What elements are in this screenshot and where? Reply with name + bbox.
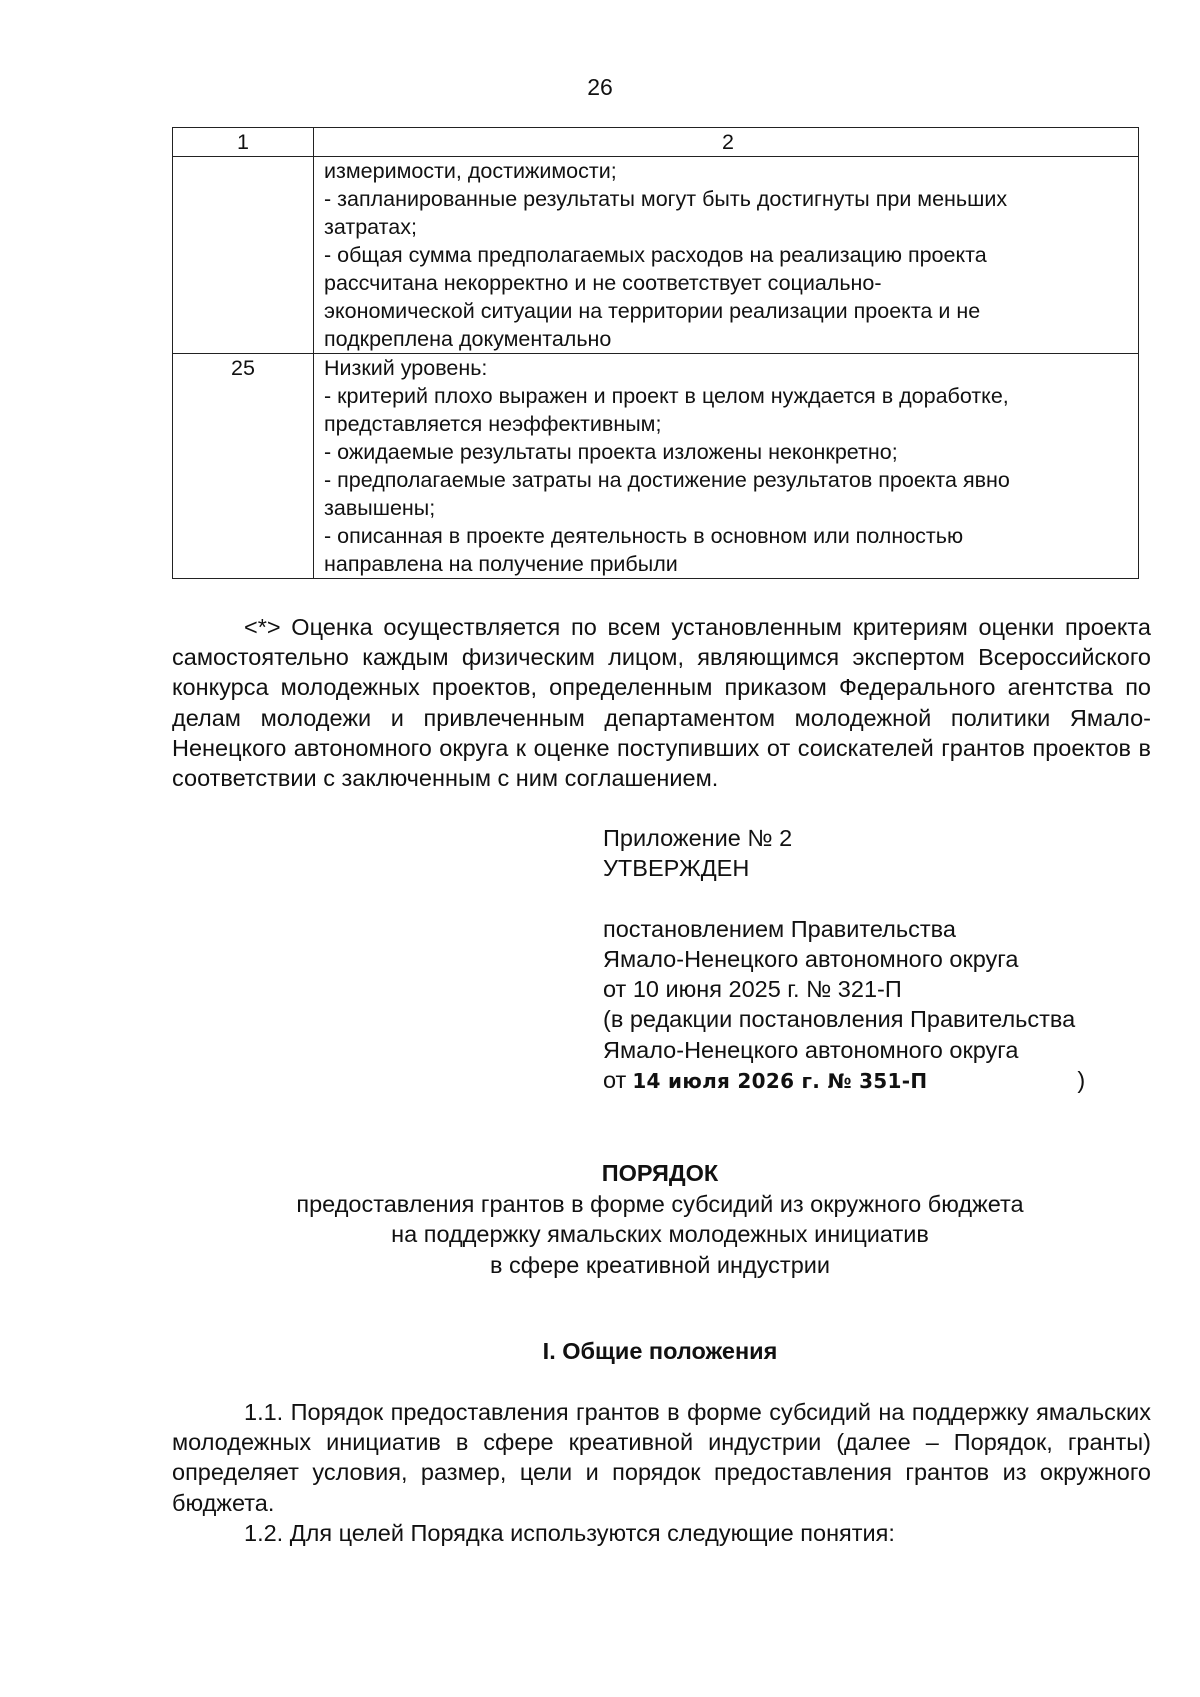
table-text-line: - ожидаемые результаты проекта изложены неконкретно;: [324, 440, 898, 464]
title-subline: в сфере креативной индустрии: [489, 1251, 831, 1278]
table-text-line: - критерий плохо выражен и проект в целом нуждается в доработке,: [324, 384, 1009, 408]
table-header-row: [173, 128, 1139, 157]
table-text-line: экономической ситуации на территории реализации проекта и не: [324, 299, 981, 323]
table-text-line: - запланированные результаты могут быть достигнуты при меньших: [324, 187, 1008, 211]
table-cell-score: [173, 157, 314, 354]
table-text-line: подкреплена документально: [324, 327, 612, 351]
table-text-line: представляется неэффективным;: [324, 412, 662, 436]
approval-line: постановлением Правительства: [603, 915, 956, 942]
closing-paren: ): [1077, 1067, 1086, 1094]
page-number: 26: [587, 74, 613, 100]
paragraph-1-2: 1.2. Для целей Порядка используются следующие понятия:: [244, 1520, 895, 1546]
from-prefix: от: [603, 1067, 627, 1094]
section-heading: I. Общие положения: [542, 1338, 778, 1364]
paragraph-1-1: 1.1. Порядок предоставления грантов в форме субсидий на поддержку ямальских молодежных инициатив в сфере креативной индустрии (далее – Порядок, гранты) определяет условия, размер, цели и порядок предоставления грантов из окружного бюджета.: [172, 1399, 1151, 1516]
document-title: [0, 1158, 1200, 1280]
approval-line: (в редакции постановления Правительства: [603, 1006, 1076, 1033]
approved-label: УТВЕРЖДЕН: [603, 855, 750, 882]
table-row: [173, 354, 1139, 579]
amendment-line: [603, 1065, 1163, 1096]
approval-line: Ямало-Ненецкого автономного округа: [603, 945, 1019, 972]
table-text-line: Низкий уровень:: [324, 356, 488, 380]
table-cell-score: 25: [173, 354, 314, 579]
table-header-col1: 1: [173, 128, 314, 157]
title-subline: предоставления грантов в форме субсидий из окружного бюджета: [296, 1190, 1024, 1217]
footnote: <*> Оценка осуществляется по всем установленным критериям оценки проекта самостоятельно каждым физическим лицом, являющимся экспертом Всероссийского конкурса молодежных проектов, определенным приказом Федерального агентства по делам молодежи и привлеченным департаментом молодежной политики Ямало-Ненецкого автономного округа к оценке поступивших от соискателей грантов проектов в соответствии с заключенным с ним соглашением.: [172, 614, 1151, 792]
approval-gap: [603, 884, 1163, 914]
approval-line: от 10 июня 2025 г. № 321-П: [603, 976, 902, 1003]
amendment-stamp: 14 июля 2026 г. № 351-П: [632, 1069, 928, 1094]
criteria-table: [172, 127, 1139, 579]
appendix-label: Приложение № 2: [603, 825, 793, 851]
table-text-line: завышены;: [324, 496, 436, 520]
table-text-line: направлена на получение прибыли: [324, 552, 678, 576]
table-header-col2: 2: [314, 128, 1139, 157]
table-cell-description: [314, 157, 1139, 354]
table-text-line: - общая сумма предполагаемых расходов на реализацию проекта: [324, 243, 987, 267]
table-row: [173, 157, 1139, 354]
title-subline: на поддержку ямальских молодежных инициатив: [391, 1221, 929, 1247]
title-main: ПОРЯДОК: [601, 1160, 719, 1186]
table-cell-description: [314, 354, 1139, 579]
table-text-line: - предполагаемые затраты на достижение результатов проекта явно: [324, 468, 1010, 492]
table-text-line: - описанная в проекте деятельность в основном или полностью: [324, 524, 964, 548]
approval-block: [603, 823, 1163, 1096]
table-text-line: измеримости, достижимости;: [324, 159, 617, 183]
table-text-line: рассчитана некорректно и не соответствует социально-: [324, 271, 882, 295]
approval-line: Ямало-Ненецкого автономного округа: [603, 1036, 1019, 1063]
table-text-line: затратах;: [324, 215, 417, 239]
